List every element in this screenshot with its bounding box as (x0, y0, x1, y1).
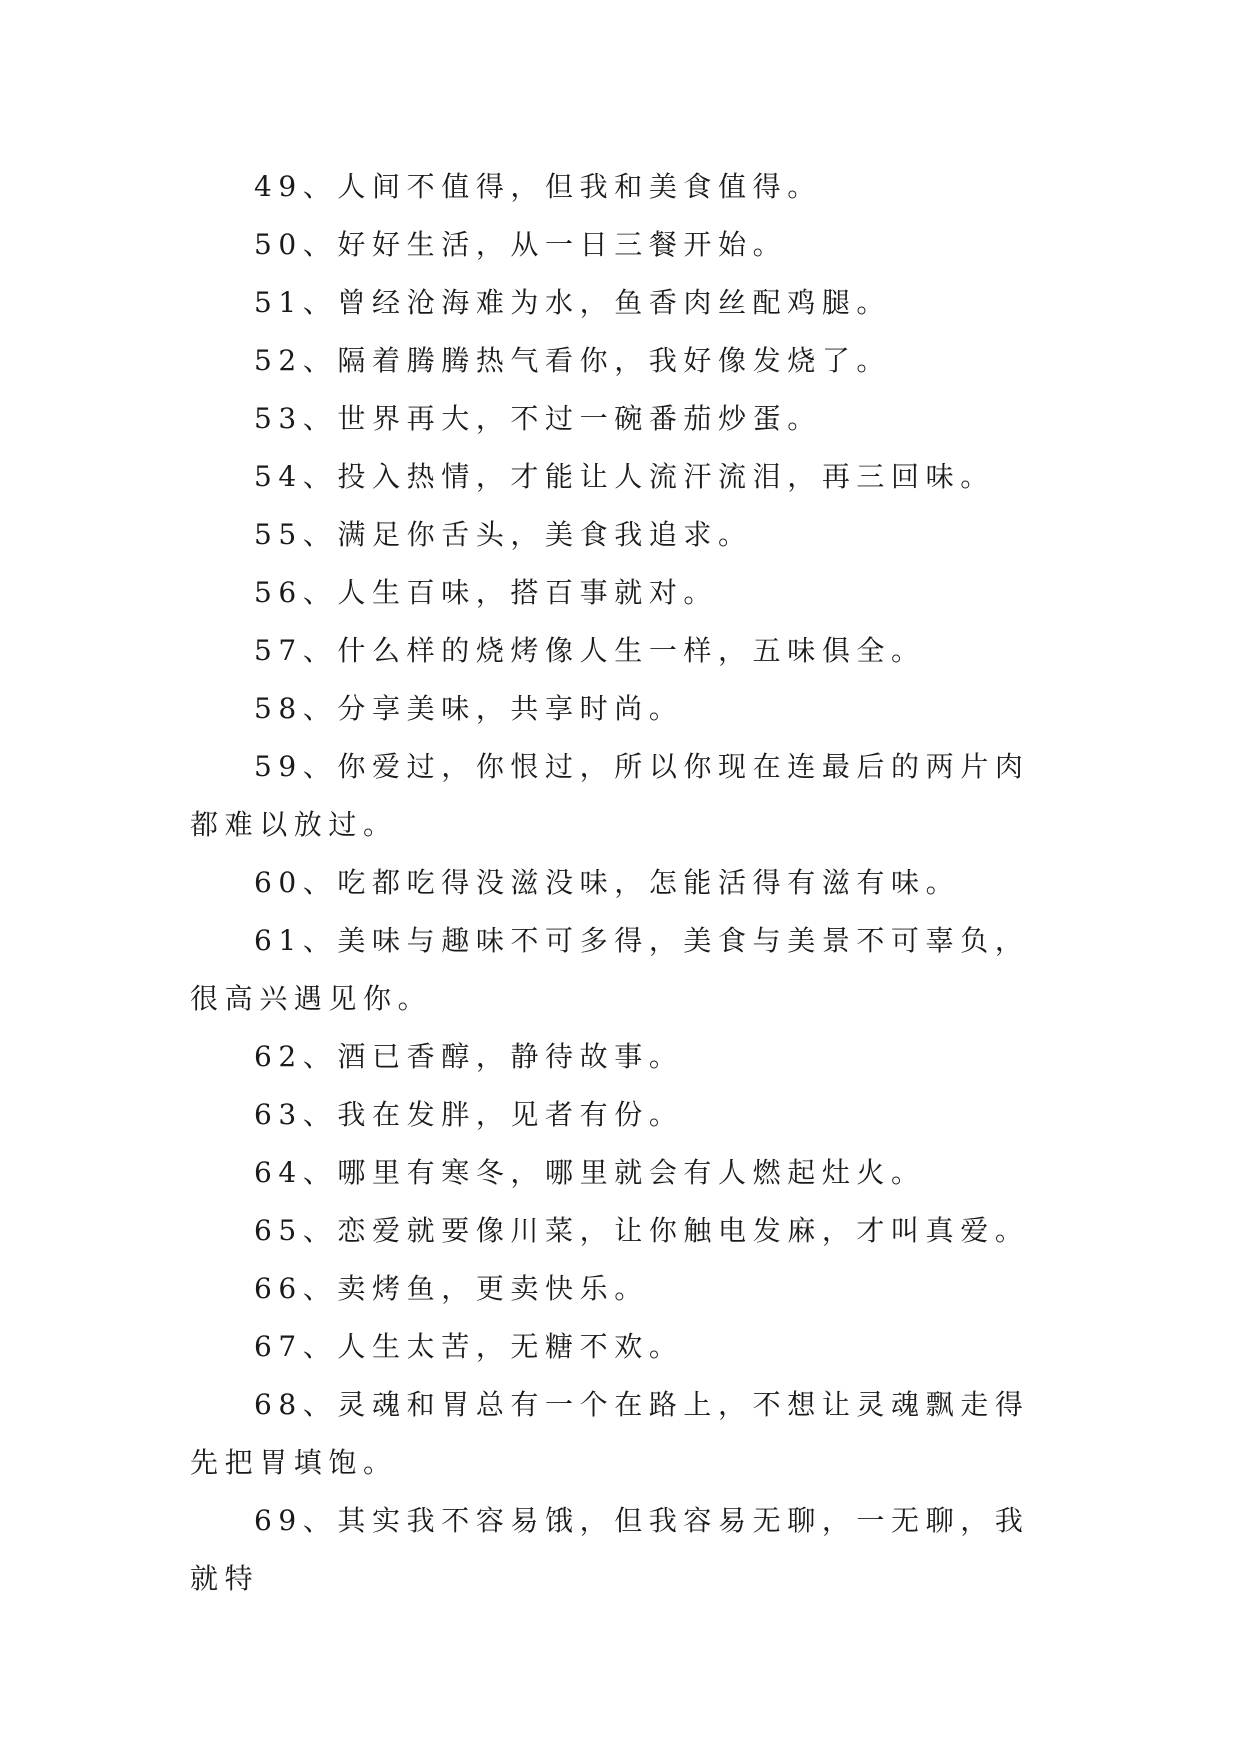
list-item: 60、吃都吃得没滋没味，怎能活得有滋有味。 (254, 866, 961, 899)
list-item: 54、投入热情，才能让人流汗流泪，再三回味。 (254, 460, 995, 493)
list-item: 62、酒已香醇，静待故事。 (254, 1040, 684, 1073)
list-item: 67、人生太苦，无糖不欢。 (254, 1330, 684, 1363)
list-item: 55、满足你舌头，美食我追求。 (254, 518, 753, 551)
list-item: 59、你爱过，你恨过，所以你现在连最后的两片肉都难以放过。 (190, 750, 1030, 841)
list-item: 51、曾经沧海难为水，鱼香肉丝配鸡腿。 (254, 286, 892, 319)
list-item: 61、美味与趣味不可多得，美食与美景不可辜负，很高兴遇见你。 (190, 924, 1030, 1015)
list-item: 52、隔着腾腾热气看你，我好像发烧了。 (254, 344, 892, 377)
document-body (190, 158, 1060, 1608)
list-item: 57、什么样的烧烤像人生一样，五味俱全。 (254, 634, 926, 667)
list-item: 56、人生百味，搭百事就对。 (254, 576, 719, 609)
list-item: 66、卖烤鱼，更卖快乐。 (254, 1272, 649, 1305)
list-item: 68、灵魂和胃总有一个在路上，不想让灵魂飘走得先把胃填饱。 (190, 1388, 1030, 1479)
list-item: 69、其实我不容易饿，但我容易无聊，一无聊，我就特 (190, 1504, 1030, 1595)
list-item: 63、我在发胖，见者有份。 (254, 1098, 684, 1131)
list-item: 58、分享美味，共享时尚。 (254, 692, 684, 725)
list-item: 49、人间不值得，但我和美食值得。 (254, 170, 822, 203)
list-item: 64、哪里有寒冬，哪里就会有人燃起灶火。 (254, 1156, 926, 1189)
list-item: 50、好好生活，从一日三餐开始。 (254, 228, 788, 261)
list-item: 65、恋爱就要像川菜，让你触电发麻，才叫真爱。 (254, 1214, 1030, 1247)
list-item: 53、世界再大，不过一碗番茄炒蛋。 (254, 402, 822, 435)
